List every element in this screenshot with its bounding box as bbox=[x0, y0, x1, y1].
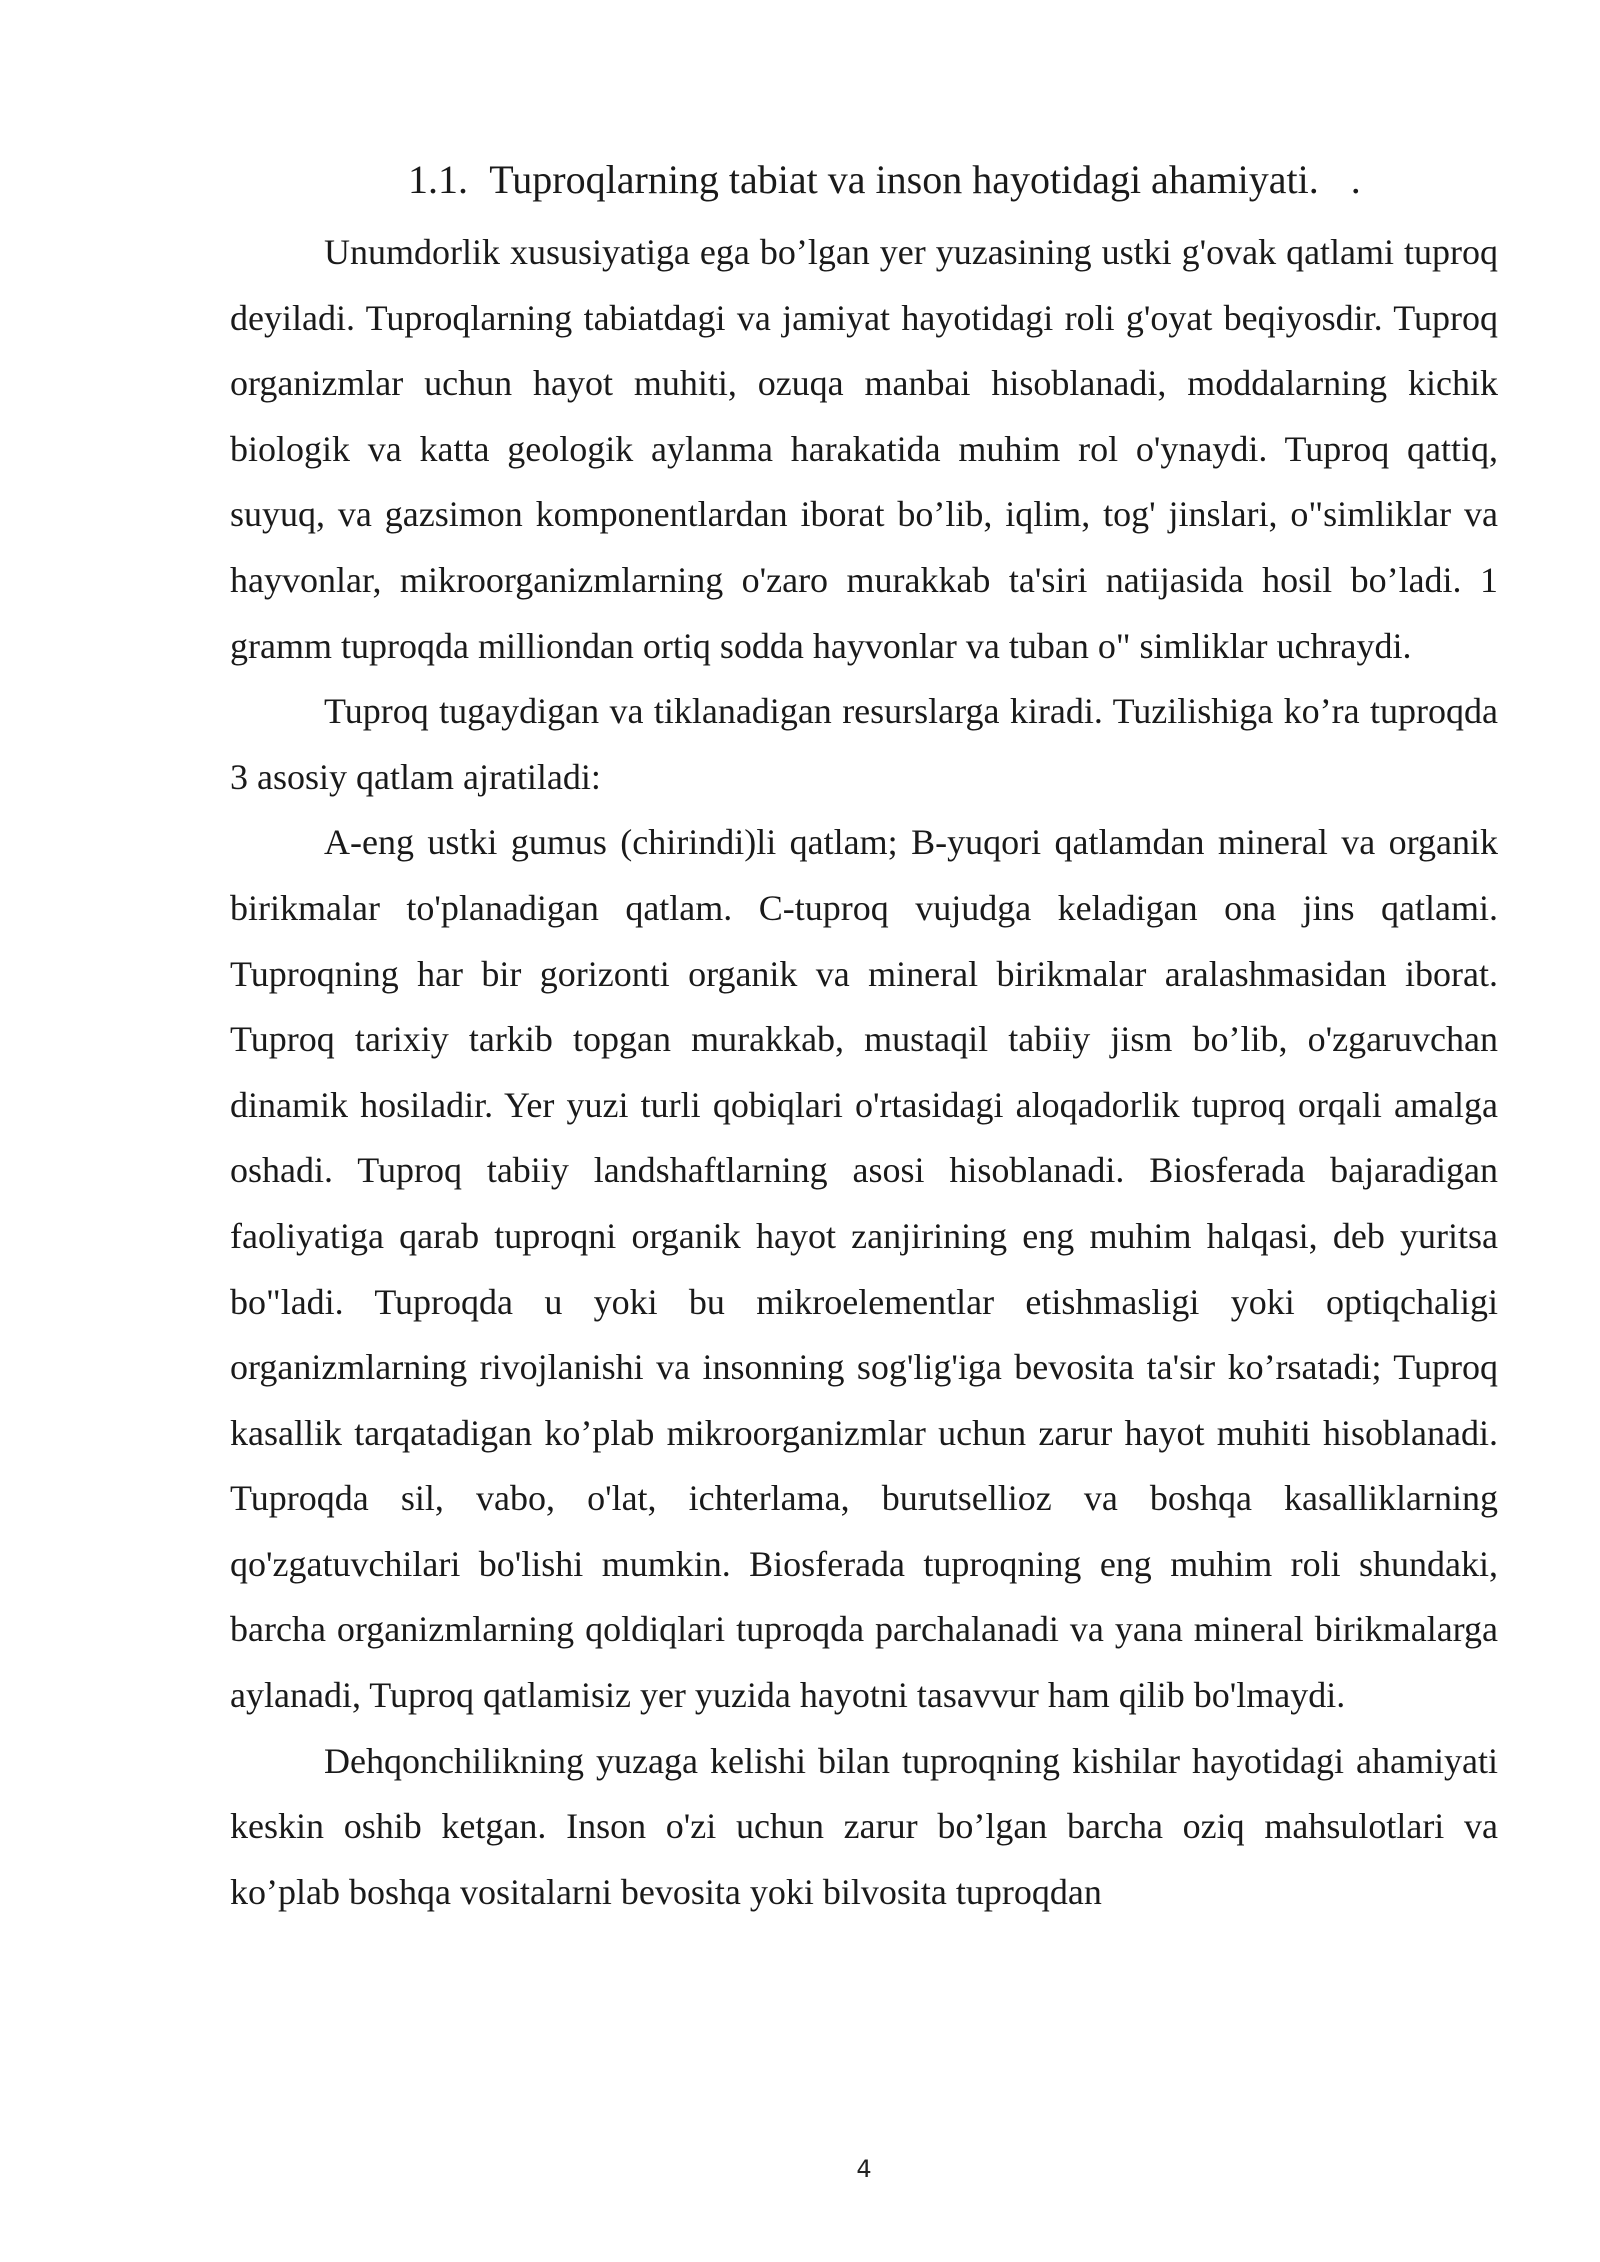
paragraph-1: Unumdorlik xususiyatiga ega bo’lgan yer yuzasining ustki g'ovak qatlami tuproq deyiladi. Tuproqlarning tabiatdagi va jamiyat hayotidagi roli g'oyat beqiyosdir. Tuproq organizmlar uchun hayot muhiti, ozuqa manbai hisoblanadi, moddalarning kichik biologik va katta geologik aylanma harakatida muhim rol o'ynaydi. Tuproq qattiq, suyuq, va gazsimon komponentlardan iborat bo’lib, iqlim, tog' jinslari, o"simliklar va hayvonlar, mikroorganizmlarning o'zaro murakkab ta'siri natijasida hosil bo’ladi. 1 gramm tuproqda milliondan ortiq sodda hayvonlar va tuban o" simliklar uchraydi. bbox=[230, 232, 1498, 666]
page-number: 4 bbox=[856, 2155, 872, 2183]
section-heading-trailing-dot: . bbox=[1350, 157, 1361, 202]
section-heading bbox=[230, 150, 1498, 210]
section-title: Tuproqlarning tabiat va inson hayotidagi ahamiyati. bbox=[489, 157, 1319, 202]
paragraph-3: A-eng ustki gumus (chirindi)li qatlam; B-yuqori qatlamdan mineral va organik birikmalar to'planadigan qatlam. C-tuproq vujudga keladigan ona jins qatlami. Tuproqning har bir gorizonti organik va mineral birikmalar aralashmasidan iborat. Tuproq tarixiy tarkib topgan murakkab, mustaqil tabiiy jism bo’lib, o'zgaruvchan dinamik hosiladir. Yer yuzi turli qobiqlari o'rtasidagi aloqadorlik tuproq orqali amalga oshadi. Tuproq tabiiy landshaftlarning asosi hisoblanadi. Biosferada bajaradigan faoliyatiga qarab tuproqni organik hayot zanjirining eng muhim halqasi, deb yuritsa bo"ladi. Tuproqda u yoki bu mikroelementlar etishmasligi yoki optiqchaligi organizmlarning rivojlanishi va insonning sog'lig'iga bevosita ta'sir ko’rsatadi; Tuproq kasallik tarqatadigan ko’plab mikroorganizmlar uchun zarur hayot muhiti hisoblanadi. Tuproqda sil, vabo, o'lat, ichterlama, burutsellioz va boshqa kasalliklarning qo'zgatuvchilari bo'lishi mumkin. Biosferada tuproqning eng muhim roli shundaki, barcha organizmlarning qoldiqlari tuproqda parchalanadi va yana mineral birikmalarga aylanadi, Tuproq qatlamisiz yer yuzida hayotni tasavvur ham qilib bo'lmaydi. bbox=[230, 822, 1498, 1716]
section-number: 1.1. bbox=[408, 157, 468, 202]
document-page bbox=[230, 150, 1498, 1925]
paragraph-4: Dehqonchilikning yuzaga kelishi bilan tuproqning kishilar hayotidagi ahamiyati keskin oshib ketgan. Inson o'zi uchun zarur bo’lgan barcha oziq mahsulotlari va ko’plab boshqa vositalarni bevosita yoki bilvosita tuproqdan bbox=[230, 1740, 1498, 1912]
paragraph-2: Tuproq tugaydigan va tiklanadigan resurslarga kiradi. Tuzilishiga ko’ra tuproqda 3 asosiy qatlam ajratiladi: bbox=[230, 691, 1498, 797]
